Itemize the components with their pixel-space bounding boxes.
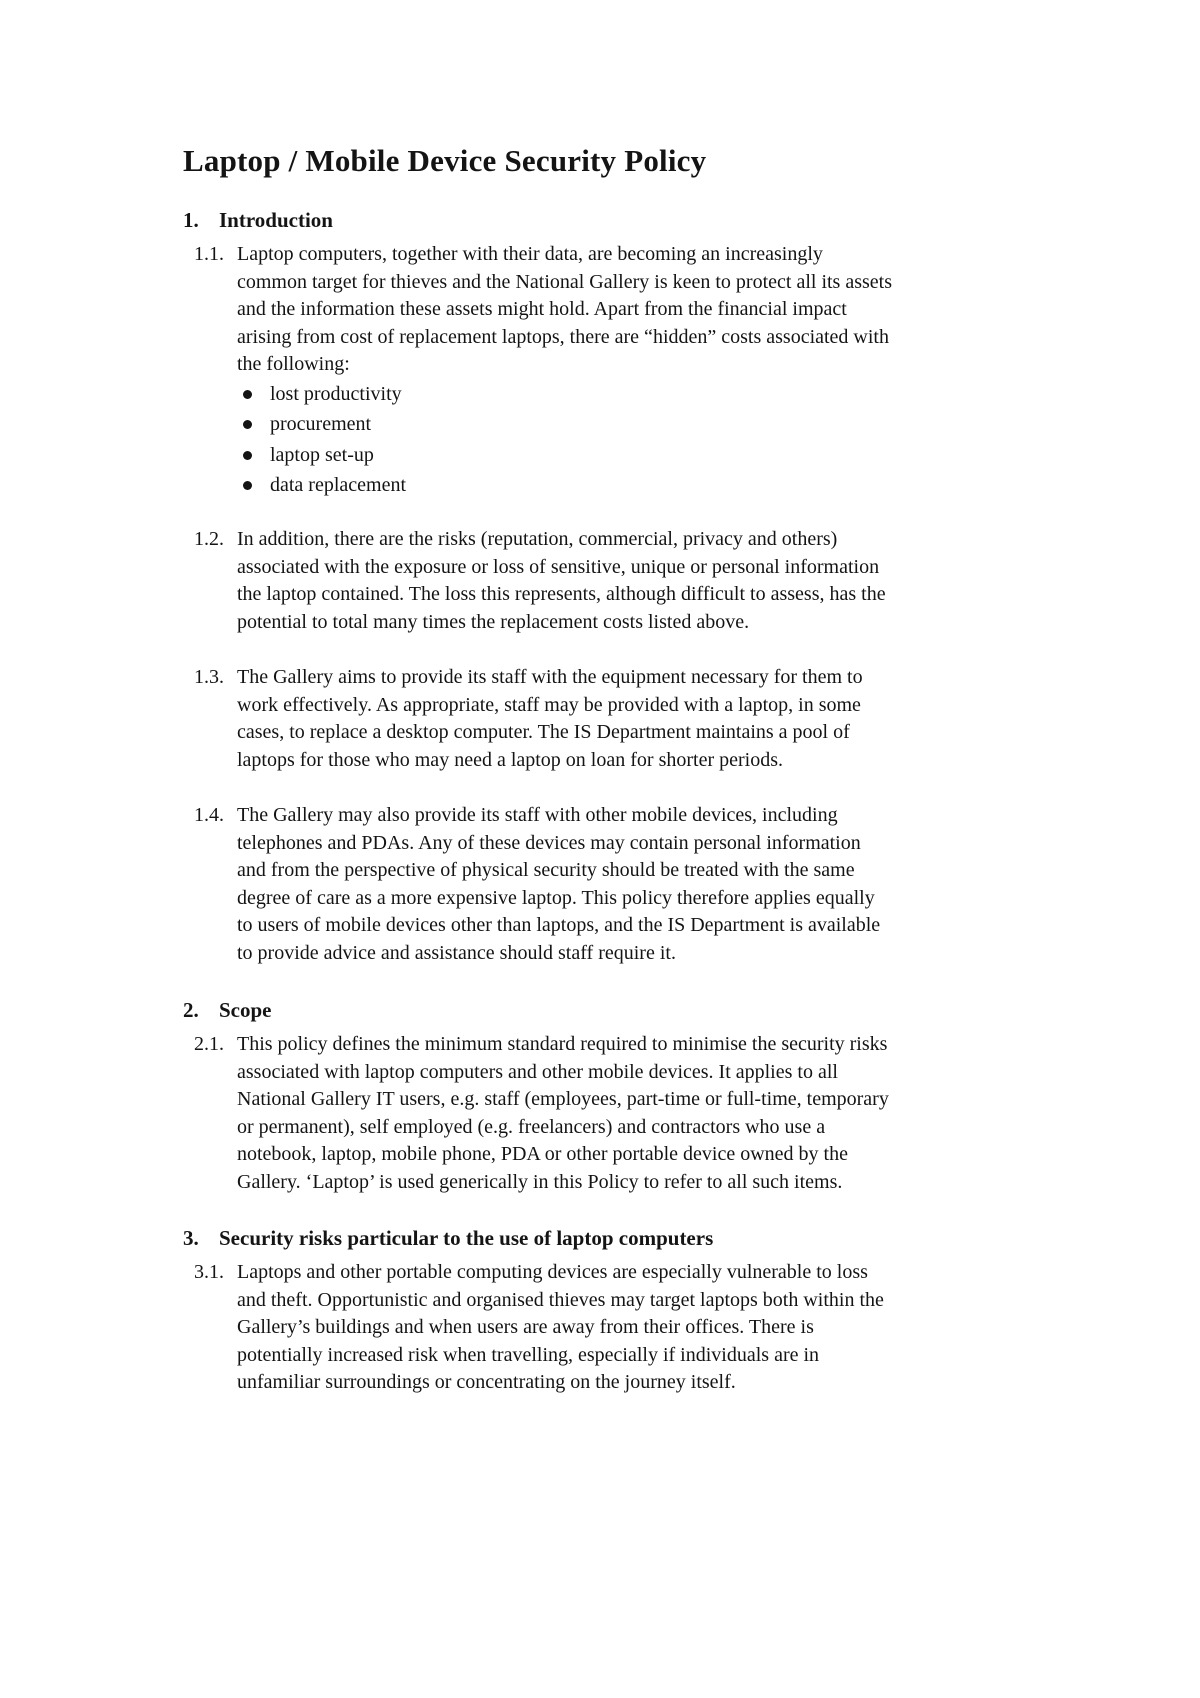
paragraph-line: Gallery’s buildings and when users are away from their offices. There is xyxy=(237,1316,814,1339)
paragraph-line: degree of care as a more expensive laptop. This policy therefore applies equally xyxy=(237,886,875,909)
bullet-icon xyxy=(243,451,252,460)
list-item-text: lost productivity xyxy=(270,382,402,405)
list-item-text: procurement xyxy=(270,413,372,436)
section-title: Introduction xyxy=(219,208,333,232)
paragraph-number: 3.1. xyxy=(194,1261,224,1283)
paragraph-line: National Gallery IT users, e.g. staff (employees, part-time or full-time, temporary xyxy=(237,1088,889,1111)
paragraph-line: unfamiliar surroundings or concentrating on the journey itself. xyxy=(237,1371,736,1394)
list-item-text: data replacement xyxy=(270,474,407,497)
section-number: 2. xyxy=(183,998,199,1022)
paragraph-line: This policy defines the minimum standard required to minimise the security risks xyxy=(237,1033,888,1055)
bullet-icon xyxy=(243,420,252,429)
list-item xyxy=(243,440,1044,471)
paragraph-number: 1.3. xyxy=(194,666,224,688)
section-number: 1. xyxy=(183,208,199,232)
paragraph-line: and from the perspective of physical security should be treated with the same xyxy=(237,859,855,882)
paragraph-1-3 xyxy=(194,664,1044,774)
section-title: Scope xyxy=(219,998,272,1022)
paragraph-line: Gallery. ‘Laptop’ is used generically in this Policy to refer to all such items. xyxy=(237,1170,843,1193)
paragraph-line: to provide advice and assistance should staff require it. xyxy=(237,941,676,964)
paragraph-line: The Gallery may also provide its staff with other mobile devices, including xyxy=(237,804,838,826)
paragraph-line: to users of mobile devices other than laptops, and the IS Department is available xyxy=(237,914,881,937)
paragraph-line: associated with laptop computers and other mobile devices. It applies to all xyxy=(237,1060,838,1083)
paragraph-number: 1.4. xyxy=(194,804,224,826)
bullet-icon xyxy=(243,390,252,399)
paragraph-1-1 xyxy=(194,241,1044,501)
section-heading-scope xyxy=(183,998,272,1023)
paragraph-text xyxy=(194,1259,1044,1397)
document-title: Laptop / Mobile Device Security Policy xyxy=(183,143,707,178)
bullet-list xyxy=(194,379,1044,501)
paragraph-line: work effectively. As appropriate, staff may be provided with a laptop, in some xyxy=(237,693,861,716)
bullet-icon xyxy=(243,481,252,490)
paragraph-line: and theft. Opportunistic and organised thieves may target laptops both within the xyxy=(237,1288,884,1311)
paragraph-line: notebook, laptop, mobile phone, PDA or other portable device owned by the xyxy=(237,1143,848,1166)
paragraph-line: associated with the exposure or loss of sensitive, unique or personal information xyxy=(237,555,880,578)
paragraph-3-1 xyxy=(194,1259,1044,1397)
paragraph-line: potentially increased risk when travelling, especially if individuals are in xyxy=(237,1343,820,1366)
paragraph-line: The Gallery aims to provide its staff with the equipment necessary for them to xyxy=(237,666,863,688)
paragraph-line: laptops for those who may need a laptop on loan for shorter periods. xyxy=(237,748,783,771)
paragraph-line: or permanent), self employed (e.g. freelancers) and contractors who use a xyxy=(237,1115,826,1138)
section-heading-introduction xyxy=(183,208,333,233)
paragraph-text xyxy=(194,802,1044,968)
paragraph-line: common target for thieves and the National Gallery is keen to protect all its assets xyxy=(237,270,892,293)
paragraph-text xyxy=(194,1031,1044,1197)
list-item-text: laptop set-up xyxy=(270,443,374,466)
section-heading-security-risks xyxy=(183,1226,713,1251)
paragraph-1-2 xyxy=(194,526,1044,636)
paragraph-line: cases, to replace a desktop computer. The IS Department maintains a pool of xyxy=(237,721,850,744)
paragraph-line: arising from cost of replacement laptops, there are “hidden” costs associated with xyxy=(237,325,889,348)
paragraph-2-1 xyxy=(194,1031,1044,1197)
section-title: Security risks particular to the use of laptop computers xyxy=(219,1226,714,1250)
paragraph-line: telephones and PDAs. Any of these devices may contain personal information xyxy=(237,831,861,854)
paragraph-line: the laptop contained. The loss this represents, although difficult to assess, has the xyxy=(237,583,886,606)
paragraph-text xyxy=(194,241,1044,379)
paragraph-number: 1.2. xyxy=(194,528,224,550)
paragraph-number: 1.1. xyxy=(194,243,224,265)
paragraph-line: and the information these assets might hold. Apart from the financial impact xyxy=(237,298,847,321)
section-number: 3. xyxy=(183,1226,199,1250)
list-item xyxy=(243,470,1044,501)
list-item xyxy=(243,409,1044,440)
paragraph-1-4 xyxy=(194,802,1044,968)
paragraph-line: potential to total many times the replacement costs listed above. xyxy=(237,610,750,633)
paragraph-text xyxy=(194,664,1044,774)
paragraph-line: Laptops and other portable computing devices are especially vulnerable to loss xyxy=(237,1261,868,1283)
paragraph-line: the following: xyxy=(237,353,350,376)
paragraph-line: Laptop computers, together with their data, are becoming an increasingly xyxy=(237,243,823,265)
list-item xyxy=(243,379,1044,410)
paragraph-text xyxy=(194,526,1044,636)
paragraph-number: 2.1. xyxy=(194,1033,224,1055)
paragraph-line: In addition, there are the risks (reputation, commercial, privacy and others) xyxy=(237,528,838,550)
